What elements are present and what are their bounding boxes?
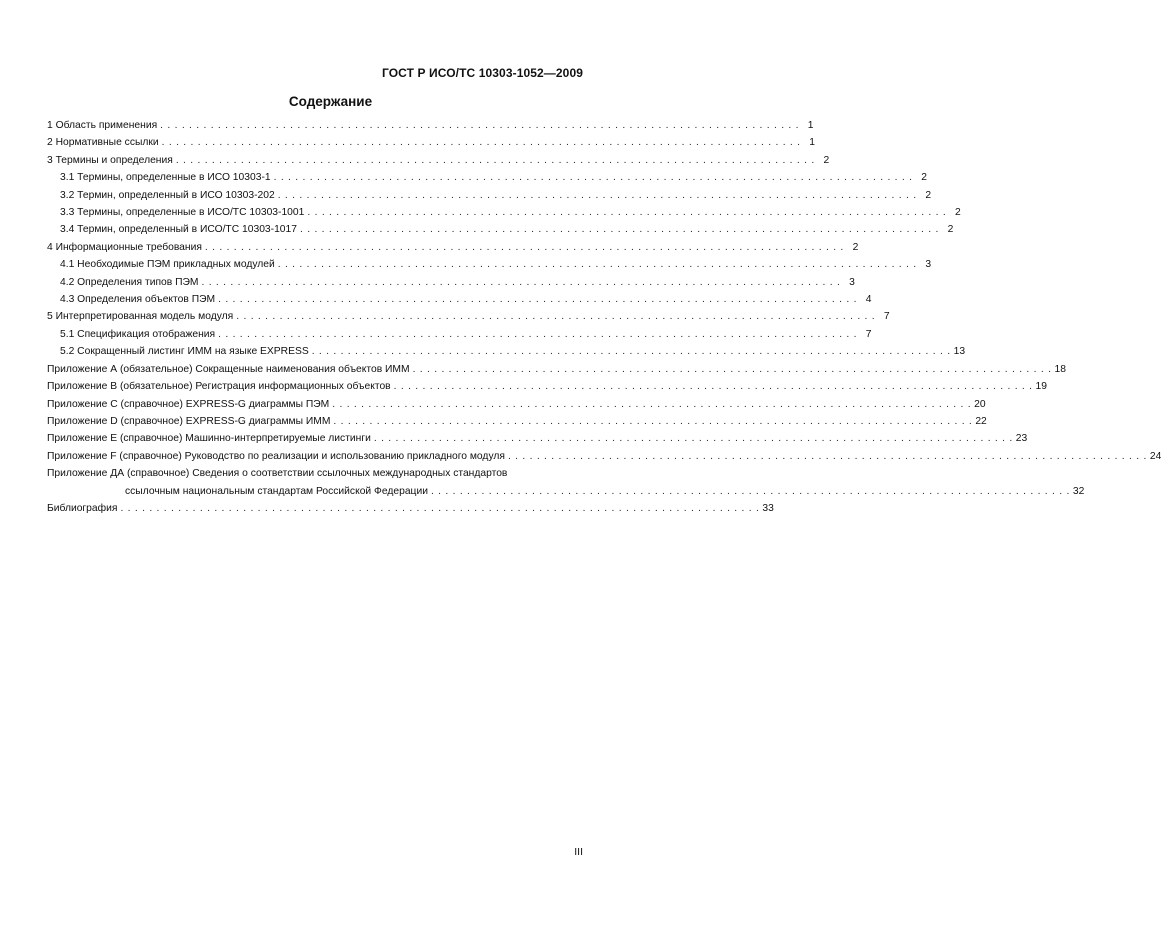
toc-leader-dots: [157, 117, 801, 134]
toc-entry-label: 3.3 Термины, определенные в ИСО/ТС 10303-1001: [60, 207, 305, 219]
toc-entry[interactable]: [47, 256, 932, 273]
toc-entry[interactable]: [47, 326, 872, 343]
toc-entry[interactable]: [47, 396, 986, 413]
toc-leader-dots: [410, 361, 1054, 378]
toc-entry[interactable]: [47, 343, 966, 360]
toc-entry-label: 1 Область применения: [47, 120, 158, 131]
toc-entry-label: 3.2 Термин, определенный в ИСО 10303-202: [60, 189, 275, 201]
document-header-id: ГОСТ Р ИСО/ТС 10303-1052—2009: [382, 66, 583, 80]
toc-leader-dots: [275, 187, 919, 204]
toc-entry[interactable]: [47, 152, 830, 169]
toc-entry-page: 1: [807, 120, 814, 131]
toc-leader-dots: [297, 221, 941, 238]
toc-entry-page: 2: [955, 207, 961, 219]
toc-entry-annex-da[interactable]: [47, 465, 1085, 500]
toc-leader-dots: [233, 308, 877, 325]
toc-entry-page: 7: [883, 311, 890, 323]
toc-leader-dots: [505, 448, 1149, 465]
toc-entry[interactable]: [47, 239, 859, 256]
toc-entry-page: 2: [823, 154, 830, 166]
toc-entry[interactable]: [47, 134, 816, 151]
toc-entry-page: 2: [925, 189, 932, 201]
toc-entry[interactable]: [47, 430, 1028, 447]
toc-entry-label: 4.1 Необходимые ПЭМ прикладных модулей: [60, 259, 275, 271]
toc-entry-page: 1: [809, 137, 816, 149]
toc-entry-page: 24: [1149, 450, 1161, 462]
toc-leader-dots: [202, 239, 846, 256]
toc-entry-label: Приложение В (обязательное) Регистрация информационных объектов: [47, 381, 391, 393]
toc-entry-label: 5.1 Спецификация отображения: [60, 328, 216, 340]
toc-entry[interactable]: [47, 204, 961, 221]
toc-entry-page: 22: [975, 415, 987, 427]
toc-entry-page: 18: [1054, 363, 1066, 375]
toc-entry[interactable]: [47, 187, 932, 204]
toc-entry-label: 4.3 Определения объектов ПЭМ: [60, 294, 216, 306]
toc-entry-page: 19: [1035, 381, 1048, 393]
toc-leader-dots: [117, 500, 761, 517]
toc-entry-label: Приложение Е (справочное) Машинно-интерпретируемые листинги: [47, 433, 371, 445]
table-of-contents: [47, 117, 1161, 517]
toc-entry-label: 2 Нормативные ссылки: [47, 137, 159, 149]
toc-leader-dots: [391, 378, 1035, 395]
toc-entry-page: 23: [1015, 433, 1028, 445]
toc-leader-dots: [371, 430, 1015, 447]
toc-entry-page: 13: [953, 346, 966, 358]
toc-entry-label: 4.2 Определения типов ПЭМ: [60, 276, 199, 288]
toc-leader-dots: [304, 204, 948, 221]
toc-entry-label: Приложение F (справочное) Руководство по реализации и использованию прикладного модуля: [47, 450, 505, 462]
toc-entry-label: 5.2 Сокращенный листинг ИММ на языке EXPRESS: [60, 346, 309, 358]
toc-entry[interactable]: [47, 308, 890, 325]
toc-entry-label-continued: ссылочным национальным стандартам Российской Федерации: [125, 485, 428, 497]
toc-entry-page: 2: [947, 224, 954, 236]
toc-entry-label: Приложение А (обязательное) Сокращенные наименования объектов ИММ: [47, 363, 410, 375]
toc-leader-dots: [428, 483, 1072, 500]
toc-leader-dots: [215, 326, 859, 343]
toc-entry-label: Приложение D (справочное) EXPRESS-G диаграммы ИММ: [47, 415, 331, 427]
toc-entry-label: 3.1 Термины, определенные в ИСО 10303-1: [60, 172, 271, 184]
toc-entry-page: 3: [849, 276, 855, 288]
toc-leader-dots: [309, 343, 953, 360]
toc-entry-label: 5 Интерпретированная модель модуля: [47, 311, 234, 323]
toc-leader-dots: [329, 396, 973, 413]
toc-entry-page: 32: [1072, 485, 1085, 497]
toc-entry-bibliography[interactable]: [47, 500, 774, 517]
toc-leader-dots: [173, 152, 817, 169]
toc-entry-page: 2: [852, 241, 859, 253]
toc-entry-page: 4: [865, 294, 872, 306]
toc-entry[interactable]: [47, 291, 872, 308]
toc-leader-dots: [159, 134, 803, 151]
toc-leader-dots: [330, 413, 974, 430]
toc-entry-page: 2: [921, 172, 927, 184]
page-number: III: [574, 846, 583, 858]
toc-entry-label: Библиография: [47, 502, 118, 514]
toc-entry-label: 4 Информационные требования: [47, 241, 202, 253]
toc-title: Содержание: [288, 94, 373, 109]
toc-leader-dots: [215, 291, 859, 308]
toc-entry[interactable]: [47, 117, 814, 134]
toc-entry-label: 3 Термины и определения: [47, 154, 173, 166]
toc-entry[interactable]: [47, 169, 927, 186]
toc-entry-page: 7: [865, 328, 872, 340]
toc-leader-dots: [198, 274, 842, 291]
toc-entry[interactable]: [47, 274, 855, 291]
toc-entry[interactable]: [47, 361, 1066, 378]
toc-entry-page: 3: [925, 259, 932, 271]
toc-entry-page: 20: [974, 398, 986, 410]
toc-leader-dots: [275, 256, 919, 273]
toc-entry[interactable]: [47, 413, 987, 430]
toc-entry-label: Приложение ДА (справочное) Сведения о соответствии ссылочных международных стандартов: [47, 468, 508, 480]
toc-leader-dots: [271, 169, 915, 186]
toc-entry[interactable]: [47, 448, 1161, 465]
toc-entry-label: Приложение С (справочное) EXPRESS-G диаграммы ПЭМ: [47, 398, 330, 410]
toc-entry[interactable]: [47, 221, 954, 238]
toc-entry-label: 3.4 Термин, определенный в ИСО/ТС 10303-1017: [60, 224, 297, 236]
toc-entry-page: 33: [762, 502, 774, 514]
toc-entry[interactable]: [47, 378, 1048, 395]
